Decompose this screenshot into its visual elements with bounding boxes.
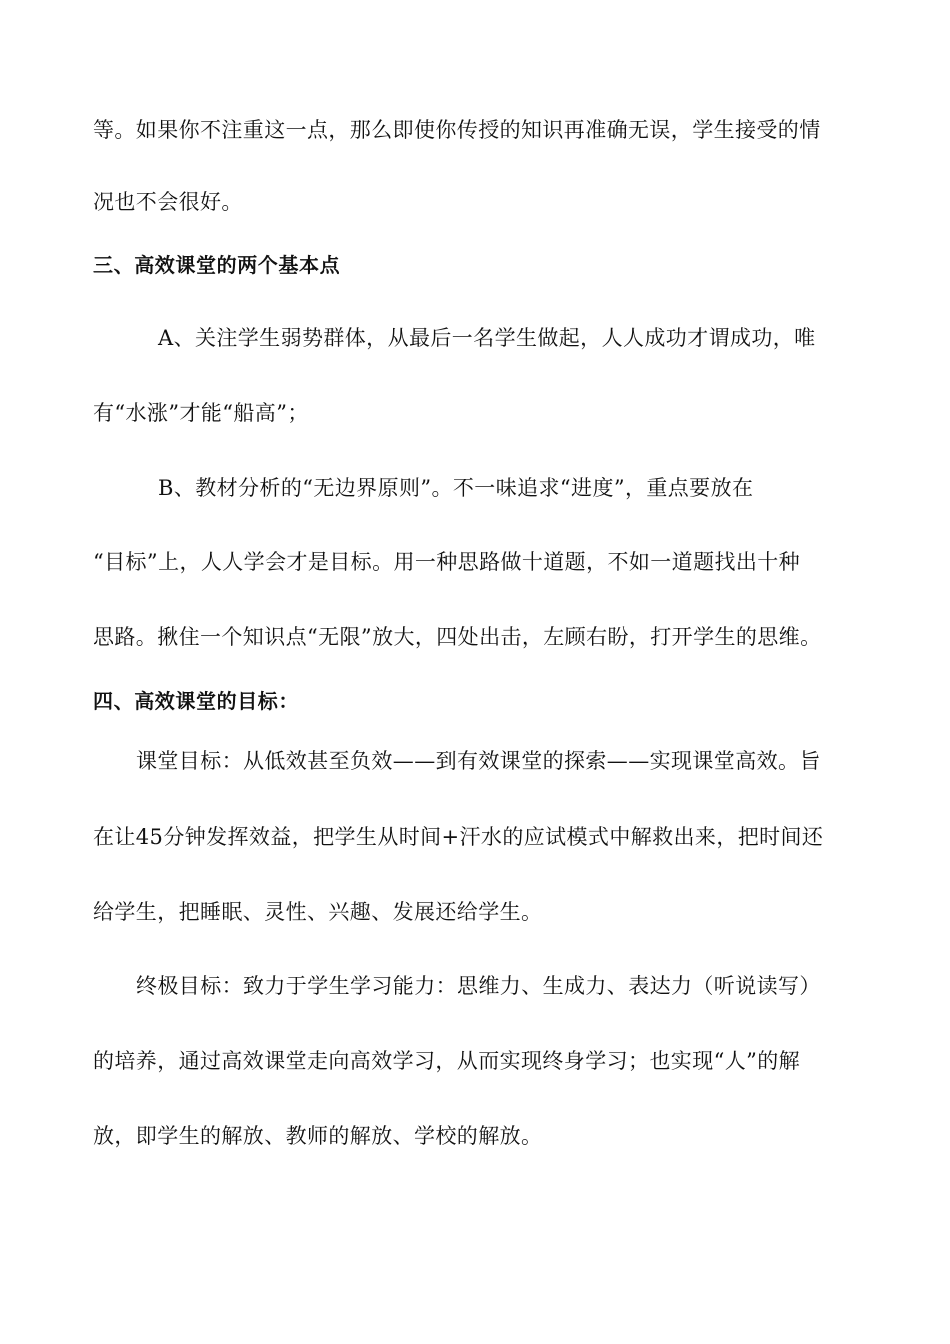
paragraph-line: A、关注学生弱势群体，从最后一名学生做起，人人成功才谓成功，唯 <box>158 326 816 350</box>
paragraph-line: 思路。揪住一个知识点“无限”放大，四处出击，左顾右盼，打开学生的思维。 <box>93 625 822 649</box>
paragraph-line: 在让45分钟发挥效益，把学生从时间+汗水的应试模式中解救出来，把时间还 <box>93 825 824 849</box>
section-heading: 四、高效课堂的目标： <box>93 689 299 713</box>
paragraph-line: 有“水涨”才能“船高”； <box>93 401 309 425</box>
paragraph-line: 课堂目标：从低效甚至负效——到有效课堂的探索——实现课堂高效。旨 <box>136 749 821 773</box>
paragraph-line: 的培养，通过高效课堂走向高效学习，从而实现终身学习；也实现“人”的解 <box>93 1049 801 1073</box>
paragraph-line: B、教材分析的“无边界原则”。不一味追求“进度”，重点要放在 <box>158 476 754 500</box>
paragraph-line: 终极目标：致力于学生学习能力：思维力、生成力、表达力（听说读写） <box>136 974 821 998</box>
paragraph-line: 给学生，把睡眠、灵性、兴趣、发展还给学生。 <box>93 900 543 924</box>
paragraph-line: 放，即学生的解放、教师的解放、学校的解放。 <box>93 1124 543 1148</box>
paragraph-line: “目标”上，人人学会才是目标。用一种思路做十道题，不如一道题找出十种 <box>93 550 801 574</box>
paragraph-line: 等。如果你不注重这一点，那么即使你传授的知识再准确无误，学生接受的情 <box>93 118 821 142</box>
paragraph-line: 况也不会很好。 <box>93 190 243 214</box>
section-heading: 三、高效课堂的两个基本点 <box>93 253 341 277</box>
